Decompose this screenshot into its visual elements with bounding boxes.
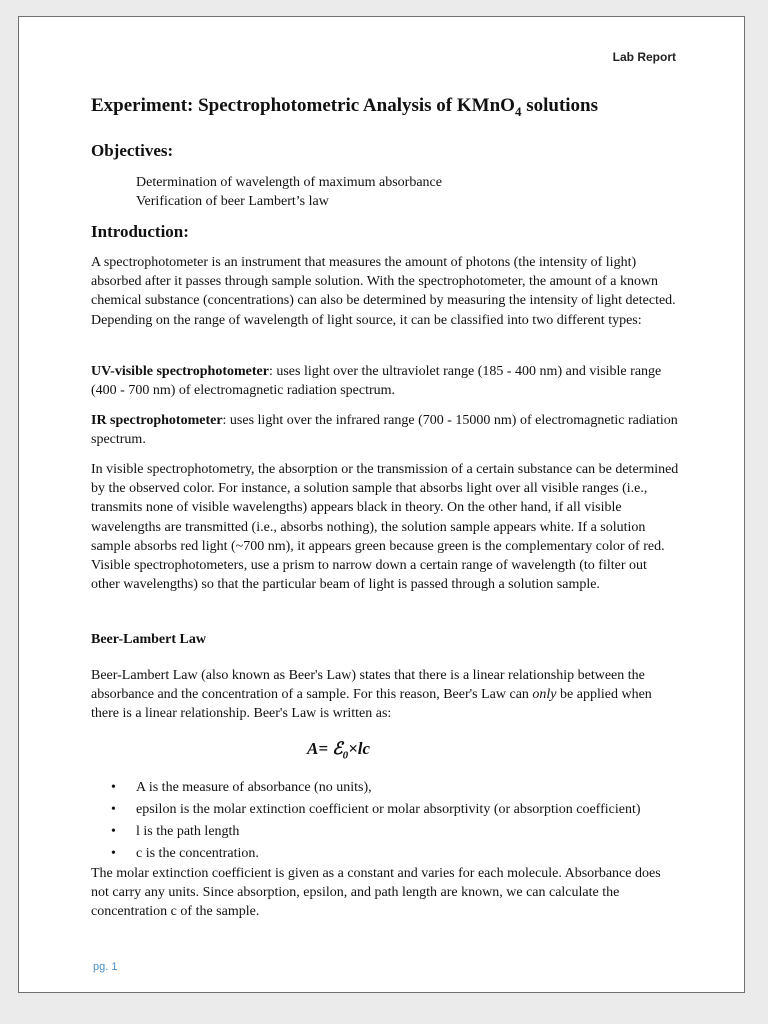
bullet: • [111,846,116,861]
list-item-text: epsilon is the molar extinction coefficient or molar absorptivity (or absorption coefficient) [136,802,641,817]
bullet: • [111,802,116,817]
extinction-coefficient-paragraph: The molar extinction coefficient is given as a constant and varies for each molecule. Absorbance does not carry any units. Since absorption, epsilon, and path length are known, we can calculate the concentration c of the sample. [91,866,661,920]
intro-paragraph: A spectrophotometer is an instrument that measures the amount of photons (the intensity of light) absorbed after it passes through sample solution. With the spectrophotometer, the amount of a known chemical substance (concentrations) can also be determined by measuring the intensity of light detected. Depending on the range of wavelength of light source, it can be classified into two different types: [91,255,676,328]
document-page [18,16,745,993]
uv-description: : uses light over the ultraviolet range (185 - 400 nm) and visible range (400 - 700 nm) of electromagnetic radiation spectrum. [91,364,662,399]
list-item [91,843,691,865]
introduction-heading: Introduction: [91,222,189,241]
uv-paragraph [91,362,679,400]
uv-term: UV-visible spectrophotometer [91,364,269,379]
beer-law-formula [307,739,370,761]
formula-right: ×lc [348,739,371,758]
title-tail: solutions [521,95,599,116]
title-subscript: 4 [514,103,522,119]
bl-emphasis: only [532,687,557,703]
bl-text-before: Beer-Lambert Law (also known as Beer's Law) states that there is a linear relationship between the absorbance and the concentration of a sample. For this reason, Beer's Law can [91,668,645,703]
formula-subscript: 0 [342,749,349,762]
list-item-text: Verification of beer Lambert’s law [136,194,329,209]
formula-epsilon: ℰ [332,739,343,758]
objectives-heading: Objectives: [91,141,174,160]
list-item-text: l is the path length [136,824,240,839]
list-item-text: Determination of wavelength of maximum absorbance [136,175,442,190]
beer-lambert-paragraph [91,666,679,724]
ir-description: : uses light over the infrared range (700 - 15000 nm) of electromagnetic radiation spectrum. [91,413,678,448]
bl-text-after: be applied when there is a linear relationship. Beer's Law is written as: [91,687,652,722]
list-item [91,821,691,843]
beer-lambert-heading: Beer-Lambert Law [91,632,206,647]
document-title [91,95,598,120]
bullet: • [111,780,116,795]
bullet: • [111,824,116,839]
list-item [91,777,691,799]
title-main: Experiment: Spectrophotometric Analysis of KMnO [91,95,515,116]
visible-spectrophotometry-paragraph: In visible spectrophotometry, the absorption or the transmission of a certain substance can be determined by the observed color. For instance, a solution sample that absorbs light over all visible ranges (i.e., transmits none of visible wavelengths) appears black in theory. On the other hand, if all visible wavelengths are transmitted (i.e., absorbs nothing), the solution sample appears white. If a solution sample absorbs red light (~700 nm), it appears green because green is the complementary color of red. Visible spectrophotometers, use a prism to narrow down a certain range of wavelength (to filter out other wavelengths) so that the particular beam of light is passed through a solution sample. [91,462,679,593]
list-item-text: c is the concentration. [136,846,259,861]
formula-terms-list [91,777,691,865]
page-header: Lab Report [612,50,676,64]
list-item [91,799,691,821]
list-item-text: A is the measure of absorbance (no units), [136,780,372,795]
ir-paragraph [91,411,679,449]
ir-term: IR spectrophotometer [91,413,223,428]
page-number: pg. 1 [93,961,118,973]
formula-left: A= [307,739,333,758]
